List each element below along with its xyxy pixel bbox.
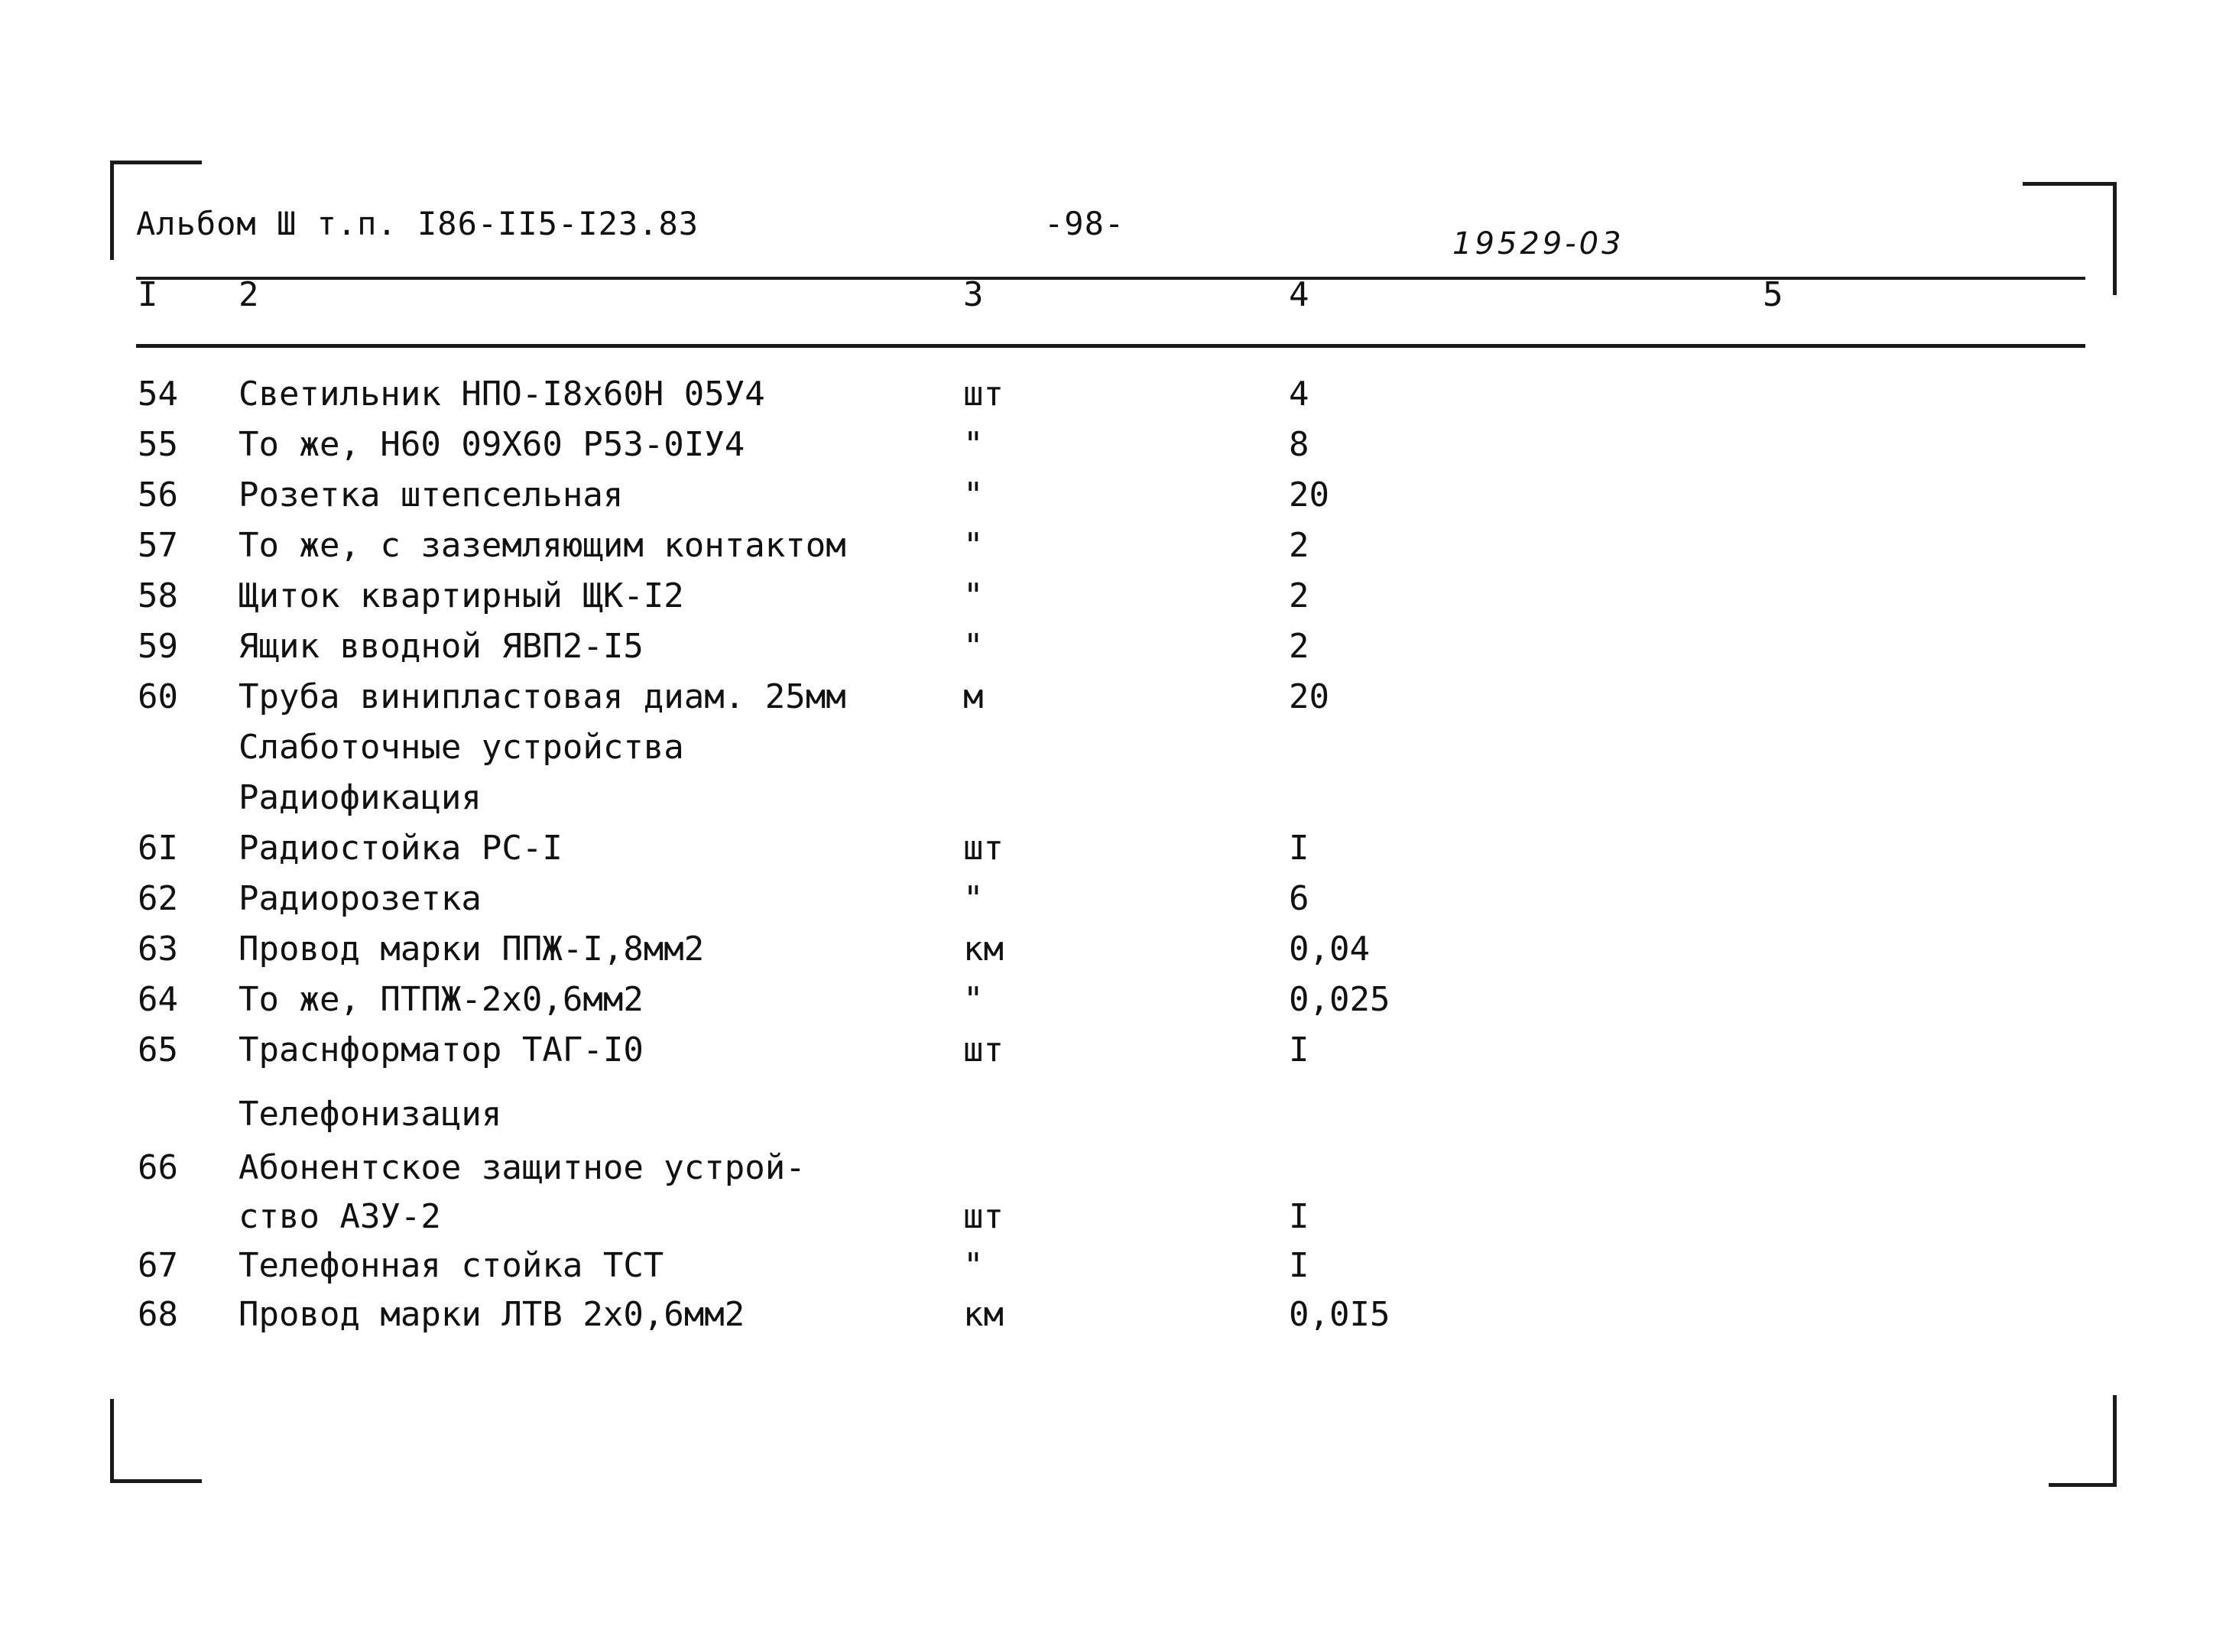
row-name: Радиостойка РС-I (239, 829, 563, 868)
row-number: 6I (138, 829, 178, 868)
row-quantity: 20 (1289, 475, 1329, 514)
row-quantity: 2 (1289, 576, 1309, 615)
row-unit: " (963, 980, 984, 1019)
table-row (0, 375, 2239, 424)
row-number: 66 (138, 1148, 178, 1187)
row-name: Труба винипластовая диам. 25мм (239, 677, 846, 716)
table-row (0, 1246, 2239, 1295)
row-number: 56 (138, 475, 178, 514)
row-unit: " (963, 576, 984, 615)
column-number-4: 4 (1289, 275, 1309, 314)
row-quantity: 0,0I5 (1289, 1295, 1390, 1334)
row-name: Провод марки ЛТВ 2х0,6мм2 (239, 1295, 745, 1334)
section-heading-row (0, 778, 2239, 827)
row-number: 64 (138, 980, 178, 1019)
row-name: Ящик вводной ЯВП2-I5 (239, 627, 644, 666)
row-name: Абонентское защитное устрой- (239, 1148, 806, 1187)
row-quantity: I (1289, 1030, 1309, 1069)
table-row (0, 627, 2239, 676)
row-unit: км (963, 1295, 1004, 1334)
row-name: То же, Н60 09Х60 Р53-0IУ4 (239, 425, 745, 464)
row-quantity: 4 (1289, 375, 1309, 414)
table-row (0, 475, 2239, 524)
frame-corner-top-left-horizontal (110, 161, 202, 164)
row-number: 65 (138, 1030, 178, 1069)
frame-corner-top-right-vertical (2113, 182, 2117, 295)
row-name: Щиток квартирный ЩК-I2 (239, 576, 684, 615)
row-name: Радиорозетка (239, 879, 482, 918)
row-quantity: I (1289, 829, 1309, 868)
row-unit: " (963, 425, 984, 464)
column-number-3: 3 (963, 275, 984, 314)
row-name: Телефонная стойка ТСТ (239, 1246, 664, 1285)
row-unit: шт (963, 375, 1004, 414)
section-heading-row (0, 728, 2239, 777)
row-unit: шт (963, 1197, 1004, 1236)
row-number: 62 (138, 879, 178, 918)
row-quantity: 2 (1289, 627, 1309, 666)
row-number: 63 (138, 930, 178, 969)
table-row (0, 425, 2239, 474)
page-number: -98- (1044, 205, 1125, 242)
row-unit: м (963, 677, 984, 716)
table-row (0, 980, 2239, 1029)
table-row (0, 576, 2239, 625)
row-name: ство АЗУ-2 (239, 1197, 441, 1236)
table-row (0, 879, 2239, 928)
row-number: 60 (138, 677, 178, 716)
frame-corner-top-right-horizontal (2023, 182, 2116, 186)
row-unit: " (963, 475, 984, 514)
section-heading-row (0, 1095, 2239, 1144)
row-unit: " (963, 1246, 984, 1285)
frame-corner-top-left-vertical (110, 161, 114, 260)
row-unit: шт (963, 829, 1004, 868)
row-quantity: I (1289, 1197, 1309, 1236)
row-number: 54 (138, 375, 178, 414)
column-number-5: 5 (1763, 275, 1783, 314)
row-name: То же, ПТПЖ-2х0,6мм2 (239, 980, 644, 1019)
album-title: Альбом Ш т.п. I86-II5-I23.83 (136, 205, 699, 242)
row-number: 67 (138, 1246, 178, 1285)
row-name: Провод марки ППЖ-I,8мм2 (239, 930, 705, 969)
row-quantity: 8 (1289, 425, 1309, 464)
row-unit: " (963, 627, 984, 666)
row-quantity: 0,025 (1289, 980, 1390, 1019)
row-quantity: 2 (1289, 526, 1309, 565)
row-number: 57 (138, 526, 178, 565)
row-quantity: 0,04 (1289, 930, 1370, 969)
table-row (0, 677, 2239, 726)
section-heading: Телефонизация (239, 1095, 502, 1134)
header-rule-top (136, 277, 2085, 280)
row-unit: " (963, 526, 984, 565)
table-row (0, 930, 2239, 979)
row-number: 55 (138, 425, 178, 464)
row-name: То же, с заземляющим контактом (239, 526, 846, 565)
row-name: Траснформатор ТАГ-I0 (239, 1030, 644, 1069)
frame-corner-bottom-right-horizontal (2049, 1483, 2116, 1487)
section-heading: Слаботочные устройства (239, 728, 684, 767)
row-number: 68 (138, 1295, 178, 1334)
frame-corner-bottom-left-vertical (110, 1399, 114, 1483)
row-unit: " (963, 879, 984, 918)
row-name: Светильник НПО-I8х60Н 05У4 (239, 375, 765, 414)
table-row (0, 1030, 2239, 1079)
table-row (0, 1148, 2239, 1197)
row-name: Розетка штепсельная (239, 475, 624, 514)
row-quantity: 6 (1289, 879, 1309, 918)
table-row-continuation (0, 1197, 2239, 1246)
frame-corner-bottom-right-vertical (2113, 1395, 2117, 1487)
row-quantity: I (1289, 1246, 1309, 1285)
header-rule-bottom (136, 344, 2085, 348)
table-row (0, 1295, 2239, 1344)
row-unit: шт (963, 1030, 1004, 1069)
table-row (0, 526, 2239, 575)
row-unit: км (963, 930, 1004, 969)
frame-corner-bottom-left-horizontal (110, 1479, 202, 1483)
section-heading: Радиофикация (239, 778, 482, 817)
row-number: 59 (138, 627, 178, 666)
column-number-1: I (138, 275, 158, 314)
table-row (0, 829, 2239, 878)
column-number-2: 2 (239, 275, 259, 314)
document-number: 19529-03 (1452, 226, 1624, 261)
row-number: 58 (138, 576, 178, 615)
row-quantity: 20 (1289, 677, 1329, 716)
